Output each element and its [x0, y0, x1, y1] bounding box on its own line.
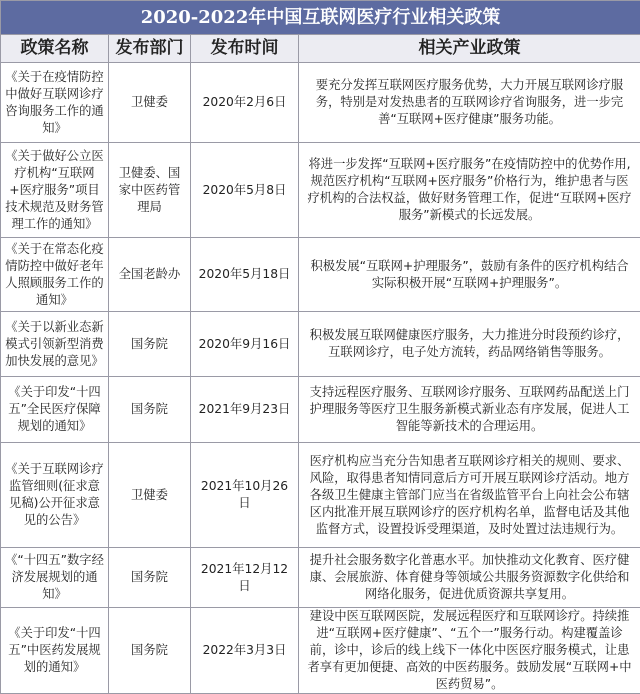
policy-content-cell: 医疗机构应当充分告知患者互联网诊疗相关的规则、要求、风险，取得患者知情同意后方可开展互联网诊疗活动。地方各级卫生健康主管部门应当在省级监管平台上向社会公布辖区内批准开展互联网诊疗的医疗机构名单，监督电话及其他监督方式，设置投诉受理渠道，及时处置过法违规行为。 [299, 443, 640, 548]
policy-name-cell: 《“十四五”数字经济发展规划的通知》 [1, 548, 109, 608]
header-policy-name: 政策名称 [1, 35, 109, 63]
date-cell: 2020年5月18日 [191, 238, 299, 312]
department-cell: 卫健委 [109, 443, 191, 548]
policy-name-cell: 《关于在疫情防控中做好互联网诊疗咨询服务工作的通知》 [1, 63, 109, 143]
department-cell: 国务院 [109, 608, 191, 694]
policy-content-cell: 将进一步发挥“互联网+医疗服务”在疫情防控中的优势作用,规范医疗机构“互联网+医疗服务”价格行为，维护患者与医疗机构的合法权益，做好财务管理工作，促进“互联网+医疗服务”新模式的长远发展。 [299, 143, 640, 238]
table-row [1, 443, 640, 548]
policy-content-cell: 要充分发挥互联网医疗服务优势，大力开展互联网诊疗服务，特别是对发热患者的互联网诊疗省询服务，进一步完善“互联网+医疗健康”服务功能。 [299, 63, 640, 143]
policy-name-cell: 《关于以新业态新模式引领新型消费加快发展的意见》 [1, 312, 109, 377]
department-cell: 国务院 [109, 377, 191, 443]
table-row [1, 312, 640, 377]
date-cell: 2022年3月3日 [191, 608, 299, 694]
policy-content-cell: 建设中医互联网医院，发展远程医疗和互联网诊疗。持续推进“互联网+医疗健康”、“五个一”服务行动。构建覆盖诊前，诊中，诊后的线上线下一体化中医医疗服务模式，让患者享有更加便捷、高效的中医药服务。鼓励发展“互联网+中医药贸易”。 [299, 608, 640, 694]
department-cell: 全国老龄办 [109, 238, 191, 312]
policy-name-cell: 《关于印发“十四五”全民医疗保障规划的通知》 [1, 377, 109, 443]
table-row [1, 377, 640, 443]
date-cell: 2020年9月16日 [191, 312, 299, 377]
table-row [1, 63, 640, 143]
policy-name-cell: 《关于印发“十四五”中医药发展规划的通知》 [1, 608, 109, 694]
table-row [1, 608, 640, 694]
policy-name-cell: 《关于互联网诊疗监管细则(征求意见稿)公开征求意见的公告》 [1, 443, 109, 548]
table-row [1, 143, 640, 238]
policy-content-cell: 提升社会服务数字化普惠水平。加快推动文化教育、医疗健康、会展旅游、体育健身等领域公共服务资源数字化供给和网络化服务，促进优质资源共享复用。 [299, 548, 640, 608]
header-date: 发布时间 [191, 35, 299, 63]
header-department: 发布部门 [109, 35, 191, 63]
table-row [1, 548, 640, 608]
policy-content-cell: 积极发展“互联网+护理服务”，鼓励有条件的医疗机构结合实际积极开展“互联网+护理服务”。 [299, 238, 640, 312]
header-related-policy: 相关产业政策 [299, 35, 640, 63]
table-row [1, 238, 640, 312]
policy-name-cell: 《关于在常态化疫情防控中做好老年人照顾服务工作的通知》 [1, 238, 109, 312]
department-cell: 卫健委 [109, 63, 191, 143]
date-cell: 2021年12月12日 [191, 548, 299, 608]
date-cell: 2021年10月26日 [191, 443, 299, 548]
date-cell: 2020年2月6日 [191, 63, 299, 143]
policy-content-cell: 积极发展互联网健康医疗服务，大力推进分时段预约诊疗，互联网诊疗，电子处方流转，药品网络销售等服务。 [299, 312, 640, 377]
table-title: 2020-2022年中国互联网医疗行业相关政策 [1, 1, 640, 35]
header-row [1, 35, 640, 63]
date-cell: 2021年9月23日 [191, 377, 299, 443]
policy-content-cell: 支持远程医疗服务、互联网诊疗服务、互联网药品配送上门护理服务等医疗卫生服务新模式新业态有序发展，促进人工智能等新技术的合理运用。 [299, 377, 640, 443]
policy-name-cell: 《关于做好公立医疗机构“互联网+医疗服务”项目技术规范及财务管理工作的通知》 [1, 143, 109, 238]
date-cell: 2020年5月8日 [191, 143, 299, 238]
department-cell: 国务院 [109, 312, 191, 377]
department-cell: 卫健委、国家中医药管理局 [109, 143, 191, 238]
department-cell: 国务院 [109, 548, 191, 608]
